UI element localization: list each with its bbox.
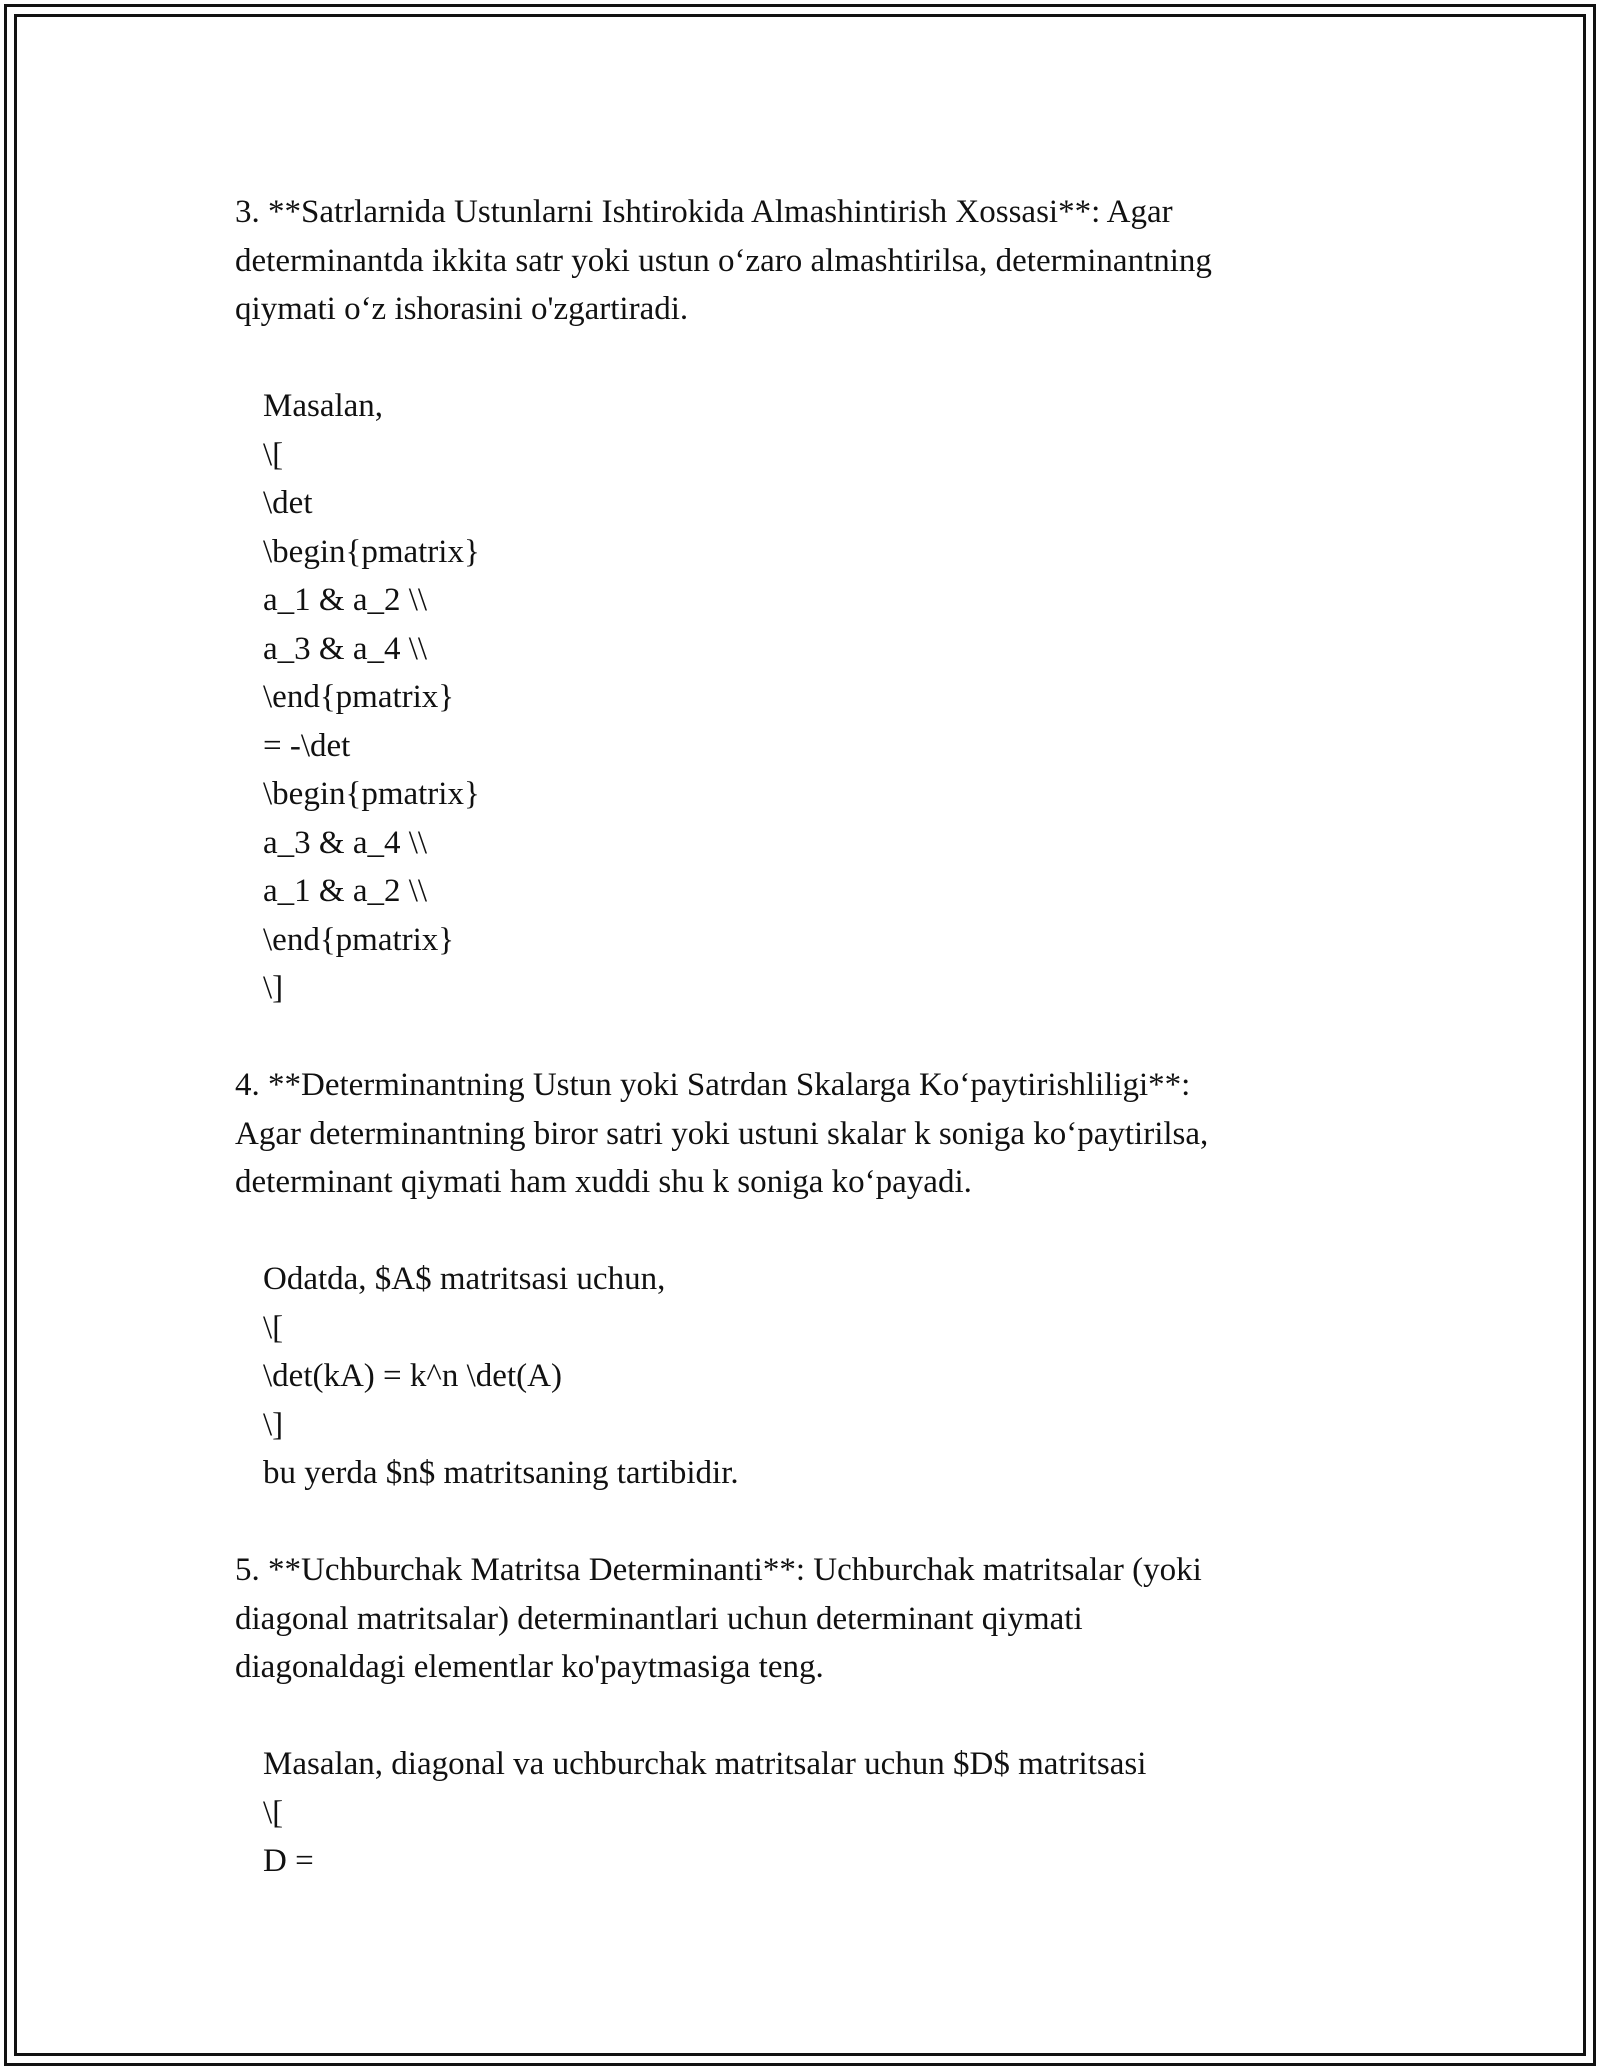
example-line: \[ xyxy=(263,1794,284,1831)
paragraph-line: 4. **Determinantning Ustun yoki Satrdan Skalarga Ko‘paytirishliligi**: xyxy=(235,1067,1191,1103)
example-line: \end{pmatrix} xyxy=(263,921,455,958)
example-block xyxy=(263,1740,1365,1886)
example-line: a_1 & a_2 \\ xyxy=(263,873,428,909)
example-line: \] xyxy=(263,1406,284,1443)
example-line: a_1 & a_2 \\ xyxy=(263,582,428,618)
paragraph-line: diagonaldagi elementlar ko'paytmasiga teng. xyxy=(235,1649,824,1685)
example-line: Odatda, $A$ matritsasi uchun, xyxy=(263,1261,666,1297)
example-line: \det(kA) = k^n \det(A) xyxy=(263,1358,562,1394)
example-line: \begin{pmatrix} xyxy=(263,776,480,812)
example-line: \] xyxy=(263,970,284,1006)
property-item-4 xyxy=(235,1061,1365,1498)
paragraph-line: determinantda ikkita satr yoki ustun o‘zaro almashtirilsa, determinantning xyxy=(235,242,1212,279)
example-line: \end{pmatrix} xyxy=(263,679,455,715)
paragraph-line: Agar determinantning biror satri yoki ustuni skalar k soniga ko‘paytirilsa, xyxy=(235,1115,1209,1152)
example-line: Masalan, xyxy=(263,388,384,424)
paragraph-line: 5. **Uchburchak Matritsa Determinanti**: Uchburchak matritsalar (yoki xyxy=(235,1552,1202,1588)
example-line: \[ xyxy=(263,1309,284,1346)
example-line: D = xyxy=(263,1843,314,1879)
property-paragraph xyxy=(235,188,1365,334)
example-line: = -\det xyxy=(263,727,351,764)
example-block xyxy=(263,1255,1365,1498)
example-line: \det xyxy=(263,485,313,521)
paragraph-line: qiymati o‘z ishorasini o'zgartiradi. xyxy=(235,291,689,327)
property-item-5 xyxy=(235,1546,1365,1886)
property-paragraph xyxy=(235,1061,1365,1207)
document-body xyxy=(235,188,1365,1886)
example-line: \[ xyxy=(263,436,284,473)
example-line: a_3 & a_4 \\ xyxy=(263,630,428,667)
spacer xyxy=(235,1207,1365,1256)
example-block xyxy=(263,382,1365,1013)
paragraph-line: determinant qiymati ham xuddi shu k soniga ko‘payadi. xyxy=(235,1164,972,1200)
spacer xyxy=(235,1013,1365,1062)
example-line: bu yerda $n$ matritsaning tartibidir. xyxy=(263,1455,739,1491)
property-item-3 xyxy=(235,188,1365,1013)
example-line: a_3 & a_4 \\ xyxy=(263,824,428,861)
example-line: Masalan, diagonal va uchburchak matritsalar uchun $D$ matritsasi xyxy=(263,1746,1147,1782)
spacer xyxy=(235,1498,1365,1547)
example-line: \begin{pmatrix} xyxy=(263,533,480,570)
paragraph-line: diagonal matritsalar) determinantlari uchun determinant qiymati xyxy=(235,1600,1083,1637)
spacer xyxy=(235,1692,1365,1741)
paragraph-line: 3. **Satrlarnida Ustunlarni Ishtirokida Almashintirish Xossasi**: Agar xyxy=(235,194,1173,230)
property-paragraph xyxy=(235,1546,1365,1692)
spacer xyxy=(235,334,1365,383)
